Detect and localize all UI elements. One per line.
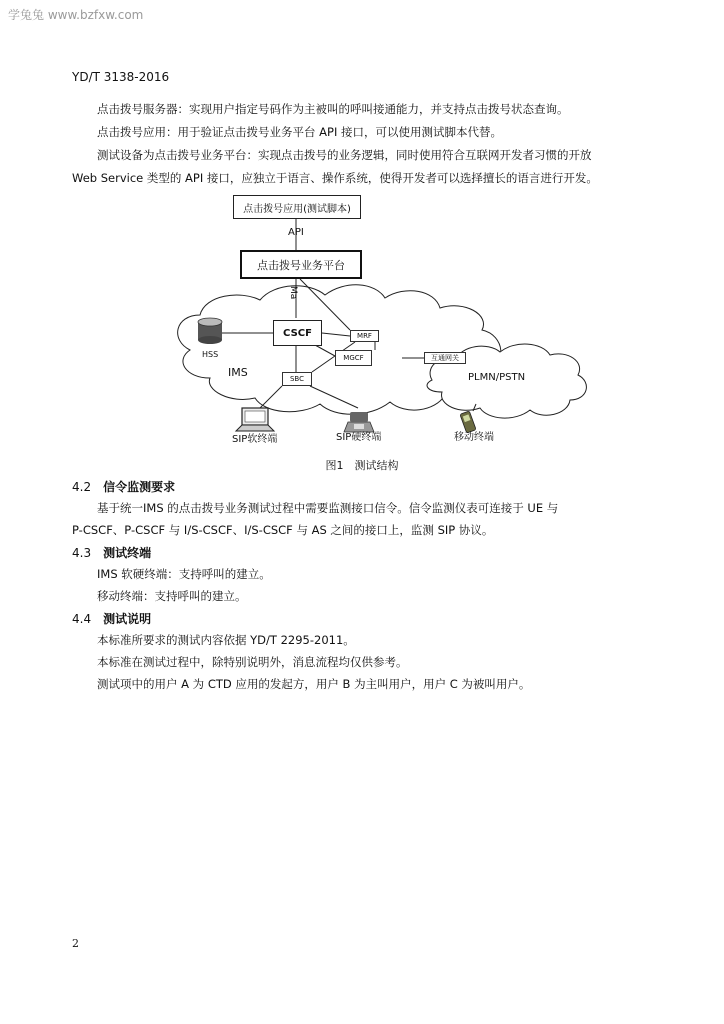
plmn-label: PLMN/PSTN xyxy=(468,372,526,383)
intro-line-2: 点击拨号应用：用于验证点击拨号业务平台 API 接口，可以使用测试脚本代替。 xyxy=(97,125,503,139)
page-number: 2 xyxy=(72,937,79,950)
section-title: 测试终端 xyxy=(103,546,152,560)
sbc-box: SBC xyxy=(282,372,312,386)
platform-box: 点击拨号业务平台 xyxy=(240,250,362,279)
section-title: 信令监测要求 xyxy=(103,480,176,494)
cscf-box: CSCF xyxy=(273,320,322,346)
hss-label: HSS xyxy=(202,350,219,359)
ims-label: IMS xyxy=(228,366,248,379)
mobile-label: 移动终端 xyxy=(454,432,494,443)
sip-soft-label: SIP软终端 xyxy=(232,434,278,445)
section-number: 4.4 xyxy=(72,612,92,626)
figure-caption: 图1 测试结构 xyxy=(325,459,399,472)
section-4-3-line-2: 移动终端：支持呼叫的建立。 xyxy=(97,589,247,603)
ma-label: Ma xyxy=(288,286,298,300)
diagram-graphics xyxy=(170,190,660,450)
section-4-4-line-3: 测试项中的用户 A 为 CTD 应用的发起方，用户 B 为主叫用户，用户 C 为被叫用户。 xyxy=(97,677,531,691)
sip-hard-label: SIP硬终端 xyxy=(336,432,382,443)
section-number: 4.3 xyxy=(72,546,92,560)
section-4-4-line-1: 本标准所要求的测试内容依据 YD/T 2295-2011。 xyxy=(97,633,355,647)
app-box: 点击拨号应用(测试脚本) xyxy=(233,195,361,219)
api-label: API xyxy=(288,227,304,238)
gateway-box: 互通网关 xyxy=(424,352,466,364)
watermark: 学兔兔 www.bzfxw.com xyxy=(8,8,144,22)
section-4-3-line-1: IMS 软硬终端：支持呼叫的建立。 xyxy=(97,567,271,581)
section-title: 测试说明 xyxy=(103,612,152,626)
section-heading-4-2 xyxy=(72,478,175,495)
mrf-box: MRF xyxy=(350,330,379,342)
document-code: YD/T 3138-2016 xyxy=(72,70,170,84)
section-4-2-line-2: P-CSCF、P-CSCF 与 I/S-CSCF、I/S-CSCF 与 AS 之间的接口上，监测 SIP 协议。 xyxy=(72,523,494,537)
section-4-4-line-2: 本标准在测试过程中，除特别说明外，消息流程均仅供参考。 xyxy=(97,655,408,669)
section-heading-4-4 xyxy=(72,610,151,627)
test-structure-diagram xyxy=(170,190,660,450)
mgcf-box: MGCF xyxy=(335,350,372,366)
section-heading-4-3 xyxy=(72,544,151,561)
intro-line-1: 点击拨号服务器：实现用户指定号码作为主被叫的呼叫接通能力，并支持点击拨号状态查询。 xyxy=(97,102,569,116)
hss-database-icon xyxy=(198,318,222,344)
section-4-2-line-1: 基于统一IMS 的点击拨号业务测试过程中需要监测接口信令。信令监测仪表可连接于 UE 与 xyxy=(97,501,559,515)
laptop-icon xyxy=(236,408,274,431)
intro-line-3: 测试设备为点击拨号业务平台：实现点击拨号的业务逻辑，同时使用符合互联网开发者习惯的开放 xyxy=(97,148,592,162)
intro-line-4: Web Service 类型的 API 接口，应独立于语言、操作系统，使得开发者可以选择擅长的语言进行开发。 xyxy=(72,171,598,185)
section-number: 4.2 xyxy=(72,480,92,494)
